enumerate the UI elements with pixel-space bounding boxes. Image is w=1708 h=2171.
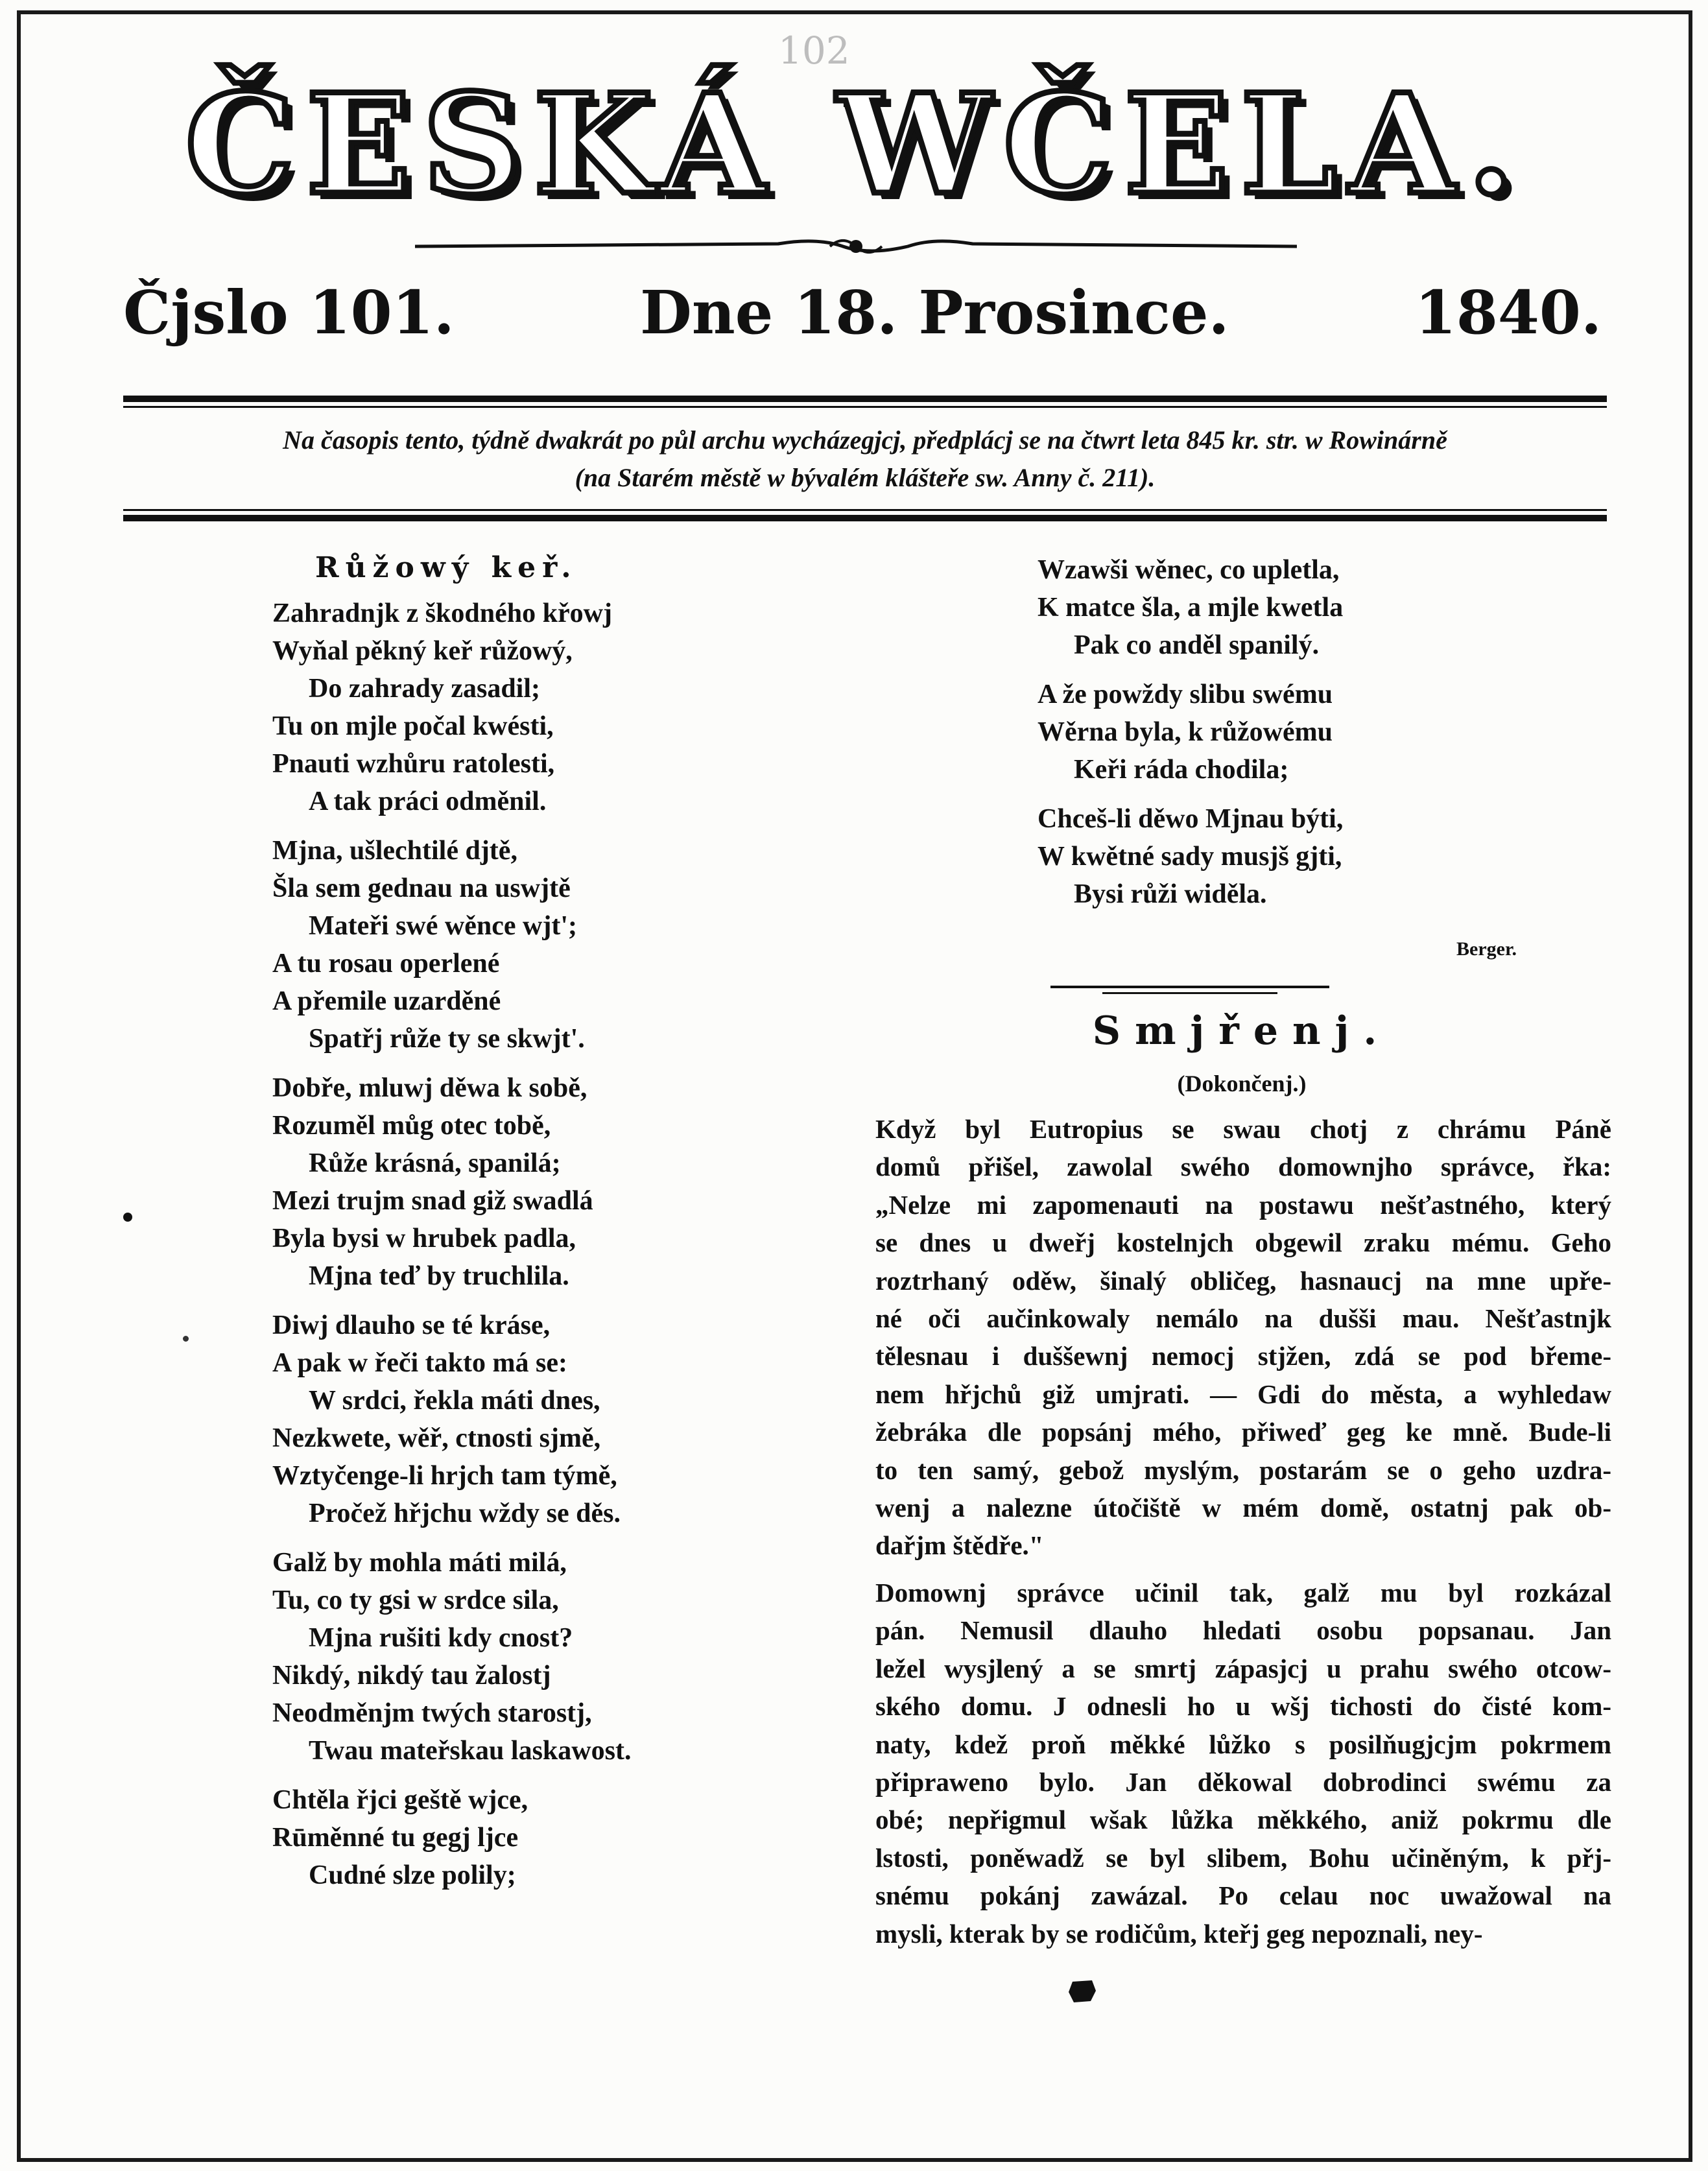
story-line: dařjm štědře."	[875, 1530, 1044, 1561]
poem-line: Wyňal pěkný keř růžowý,	[272, 636, 573, 666]
section-divider	[1050, 986, 1329, 988]
story-line: obé; nepřigmul wšak lůžka měkkého, aniž pokrmu dle	[875, 1805, 1611, 1835]
poem-line: Tu on mjle počal kwésti,	[272, 711, 554, 741]
story-line: Když byl Eutropius se swau chotj z chrámu Páně	[875, 1114, 1611, 1144]
poem-line: Cudné slze polily;	[309, 1860, 516, 1890]
poem-line: Byla bysi w hrubek padla,	[272, 1224, 576, 1253]
story-line: domů přišel, zawolal swého domownjho správce, řka:	[875, 1152, 1611, 1182]
poem-line: Mjna rušiti kdy cnost?	[309, 1623, 573, 1653]
masthead-flourish-icon	[415, 235, 1297, 258]
story-line: ského domu. J odnesli ho u wšj tichosti do čisté kom-	[875, 1691, 1611, 1722]
poem-line: Nikdý, nikdý tau žalostj	[272, 1661, 551, 1691]
poem-line: Pročež hřjchu wždy se děs.	[309, 1499, 621, 1528]
poem-right-lines	[1038, 551, 1556, 913]
ink-speck	[123, 1213, 132, 1222]
story-line: snému pokánj zawázal. Po celau noc uwažowal na	[875, 1880, 1611, 1911]
poem-line: Bysi růži widěla.	[1074, 879, 1267, 909]
masthead-title: ČESKÁ WČELA.	[185, 63, 1527, 225]
poem-line: Mjna, ušlechtilé djtě,	[272, 836, 517, 866]
poem-stanza	[272, 595, 869, 820]
subscription-notice	[123, 421, 1607, 497]
issue-number: Čjslo 101.	[123, 278, 455, 348]
poem-line: K matce šla, a mjle kwetla	[1038, 593, 1344, 623]
poem-line: Wztyčenge-li hrjch tam týmě,	[272, 1461, 617, 1491]
story-line: Domownj správce učinil tak, galž mu byl rozkázal	[875, 1577, 1611, 1607]
poem-line: Pnauti wzhůru ratolesti,	[272, 749, 555, 779]
poem-line: Rozuměl můg otec tobě,	[272, 1111, 551, 1141]
subscription-line-2: (na Starém městě w bývalém klášteře sw. Anny č. 211).	[575, 463, 1156, 492]
poem-line: Dobře, mluwj děwa k sobě,	[272, 1073, 587, 1103]
story-subtitle: (Dokončenj.)	[1177, 1071, 1307, 1097]
poem-right-column	[1038, 551, 1556, 925]
issue-date: Dne 18. Prosince.	[640, 278, 1229, 348]
poem-author: Berger.	[1456, 938, 1517, 960]
story-line: pán. Nemusil dlauho hledati osobu popsanau. Jan	[875, 1615, 1611, 1646]
poem-line: A přemile uzarděné	[272, 986, 501, 1016]
poem-line: Wzawši wěnec, co upletla,	[1038, 555, 1340, 585]
poem-line: Růže krásná, spanilá;	[309, 1148, 561, 1178]
story-line: lstosti, poněwadž se byl slibem, Bohu učiněným, k přj-	[875, 1842, 1611, 1873]
poem-line: Zahradnjk z škodného křowj	[272, 599, 612, 628]
poem-left-column	[272, 551, 869, 1906]
story-line: tělesnau i duššewnj nemocj stjžen, zdá se pod břeme-	[875, 1341, 1611, 1371]
poem-stanza	[1038, 551, 1556, 664]
header-rule-top	[123, 396, 1607, 402]
poem-line: Tu, co ty gsi w srdce sila,	[272, 1585, 559, 1615]
story-line: mysli, kterak by se rodičům, kteřj geg nepoznali, ney-	[875, 1918, 1483, 1949]
poem-stanza	[1038, 676, 1556, 789]
story-line: nem hřjchů giž umjrati. — Gdi do města, a wyhledaw	[875, 1379, 1611, 1409]
story-title: Smjřenj.	[1092, 1008, 1392, 1054]
header-rule-bottom	[123, 515, 1607, 521]
poem-line: Mezi trujm snad giž swadlá	[272, 1186, 593, 1216]
story-line: „Nelze mi zapomenauti na postawu nešťastného, který	[875, 1189, 1611, 1220]
issue-info-row	[123, 278, 1602, 355]
poem-line: Chceš-li děwo Mjnau býti,	[1038, 804, 1344, 834]
poem-line: Do zahrady zasadil;	[309, 674, 540, 704]
poem-stanza	[272, 1544, 869, 1770]
poem-line: Neodměnjm twých starostj,	[272, 1698, 592, 1728]
poem-line: Nezkwete, wěř, ctnosti sjmě,	[272, 1423, 601, 1453]
poem-stanza	[1038, 800, 1556, 913]
poem-line: Rūměnné tu gegj ljce	[272, 1823, 519, 1853]
header-rule-top-thin	[123, 406, 1607, 408]
story-line: wenj a naleznе útočiště w mém domě, ostatnj pak ob-	[875, 1493, 1611, 1523]
poem-line: Spatřj růže ty se skwjt'.	[309, 1024, 585, 1054]
poem-line: A pak w řeči takto má se:	[272, 1348, 567, 1378]
story-line: žebráka dle popsánj mého, přiweď geg ke mně. Bude-li	[875, 1417, 1611, 1447]
story-line: naty, kdež proň měkké lůžko s posilňugjcjm pokrmem	[875, 1729, 1611, 1759]
header-rule-bottom-thin	[123, 509, 1607, 511]
story-line: roztrhaný oděw, šinalý obličeg, hasnaucj na mne upře-	[875, 1265, 1611, 1296]
poem-line: Mjna teď by truchlila.	[309, 1261, 569, 1291]
poem-line: Mateři swé wěnce wjt';	[309, 911, 577, 941]
poem-stanza	[272, 1307, 869, 1532]
story-line: né oči aučinkowaly nemálo na dušši mau. Nešťastnjk	[875, 1303, 1611, 1334]
story-line: to ten samý, gebož myslým, postarám se o geho uzdra-	[875, 1454, 1611, 1485]
poem-line: Diwj dlauho se té krásе,	[272, 1311, 551, 1340]
poem-title: Růžowý keř.	[315, 551, 578, 584]
subscription-line-1: Na časopis tento, týdně dwakrát po půl archu wycházegjcj, předplácj se na čtwrt leta 845 kr. str. w Rowinárně	[283, 425, 1447, 455]
poem-left-lines	[272, 595, 869, 1894]
poem-stanza	[272, 1069, 869, 1295]
masthead	[97, 47, 1615, 241]
poem-stanza	[272, 1781, 869, 1894]
poem-line: Pak co anděl spanilý.	[1074, 630, 1320, 660]
story-paragraph-2	[875, 1574, 1611, 1952]
page-number: 102	[778, 29, 850, 73]
ink-speck	[183, 1336, 189, 1342]
poem-line: Galž by mohla máti milá,	[272, 1548, 567, 1578]
story-line: připraweno bylo. Jan děkowal dobrodinci swému za	[875, 1766, 1611, 1797]
story-line: ležel wysjlený a se smrtj zápasjcj u prahu swého otcow-	[875, 1653, 1611, 1683]
story-line: se dnes u dweřj kostelnjch obgewil zraku mému. Geho	[875, 1228, 1611, 1258]
poem-line: Chtěla řjci geště wjce,	[272, 1785, 528, 1815]
poem-line: A tu rosau operlené	[272, 949, 500, 979]
poem-line: Twau mateřskau laskawost.	[309, 1736, 632, 1766]
issue-year: 1840.	[1414, 278, 1602, 348]
story-body	[875, 1110, 1611, 1962]
story-paragraph-1	[875, 1110, 1611, 1565]
poem-line: W kwětné sady musjš gjti,	[1038, 842, 1342, 872]
ink-blot-icon	[1067, 1978, 1097, 2004]
section-divider-thin	[1102, 992, 1277, 994]
poem-stanza	[272, 832, 869, 1058]
poem-line: A tak práci odměnil.	[309, 787, 547, 816]
poem-line: Keři ráda chodila;	[1074, 755, 1289, 785]
poem-line: Wěrna byla, k růžowému	[1038, 717, 1333, 747]
poem-line: A že powždy slibu swému	[1038, 680, 1333, 709]
poem-line: Šla sem gednau na uswjtě	[272, 873, 571, 903]
poem-line: W srdci, řekla máti dnes,	[309, 1386, 600, 1416]
